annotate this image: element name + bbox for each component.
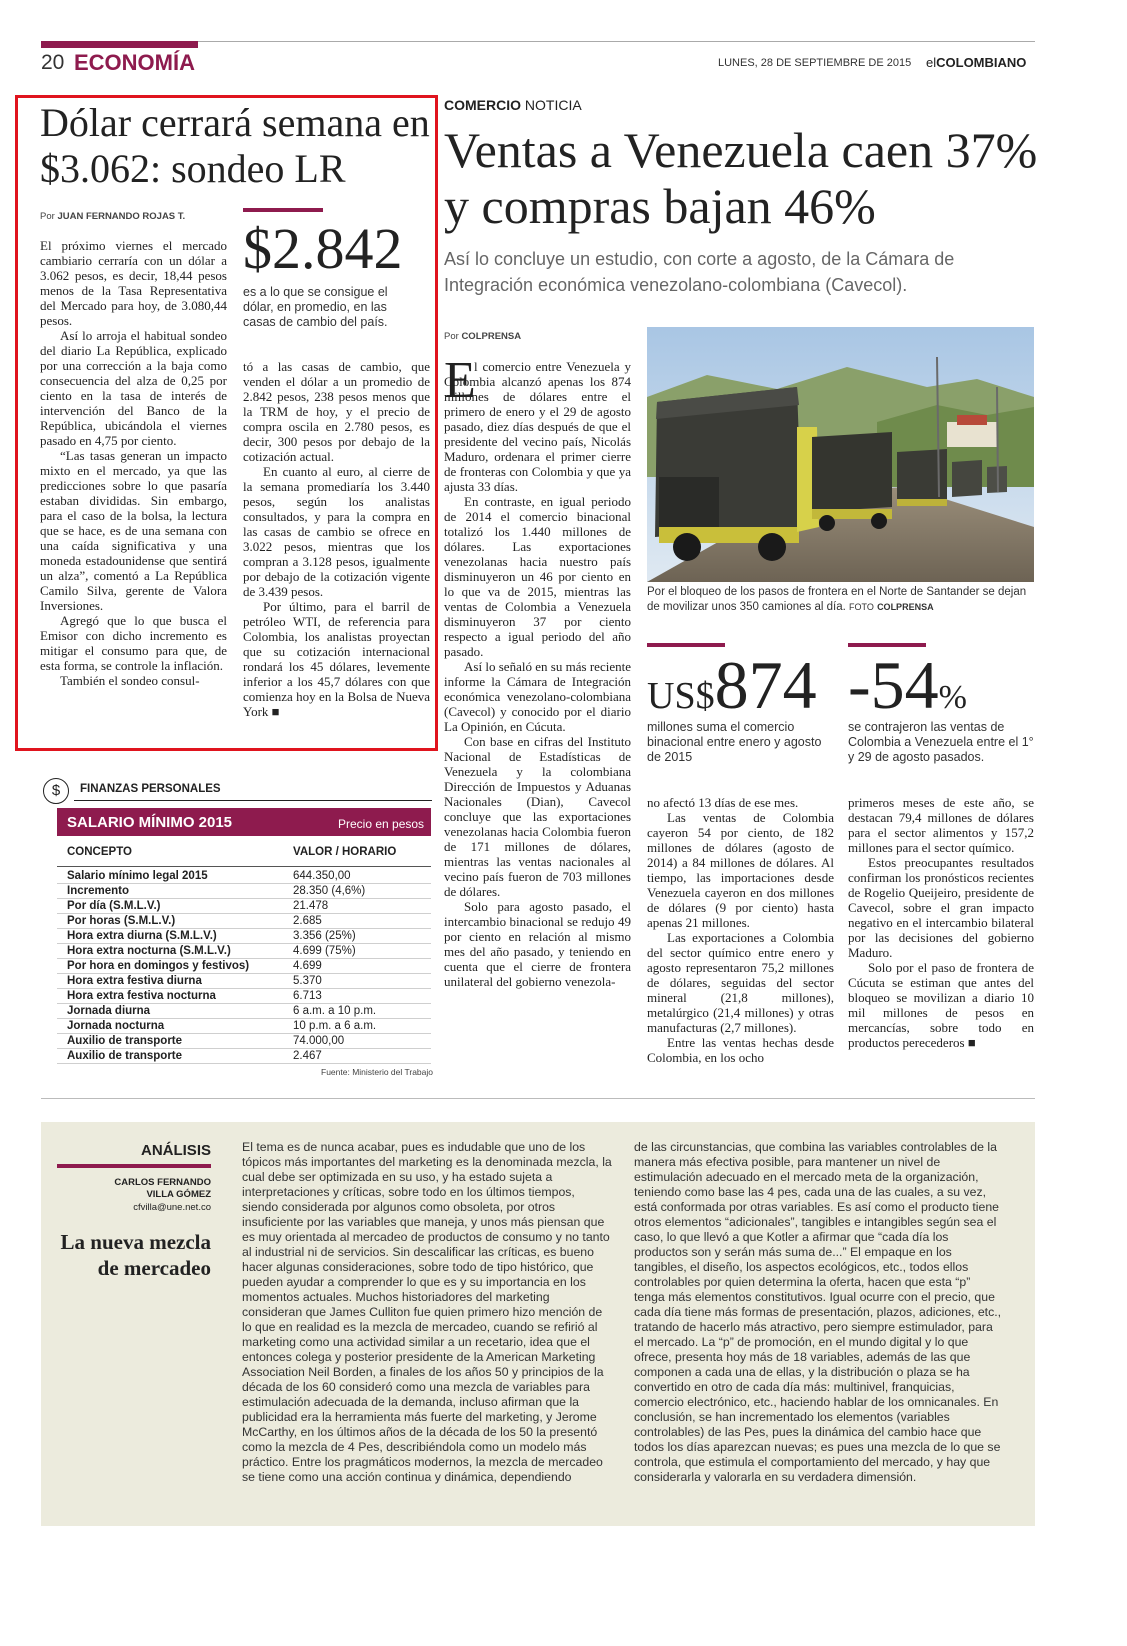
stat2-value: -54% (848, 647, 967, 723)
table-cell-concepto: Hora extra festiva diurna (67, 975, 202, 987)
table-row (57, 899, 431, 914)
table-row (57, 959, 431, 974)
analysis-title: La nueva mezcla de mercadeo (60, 1230, 211, 1280)
table-cell-concepto: Salario mínimo legal 2015 (67, 870, 208, 882)
table-header-concepto: CONCEPTO (67, 846, 132, 858)
table-cell-valor: 28.350 (4,6%) (293, 885, 366, 897)
analysis-author: CARLOS FERNANDO VILLA GÓMEZ (114, 1177, 211, 1200)
paragraph: Las ventas de Colombia cayeron 54 por ciento, de 182 millones de dólares (agosto de 2014) a 84 millones de dólares. Al tiempo, las importaciones desde Venezuela cayeron en dos millones de dólares (9 por ciento) hasta apenas 21 millones. (647, 810, 834, 930)
finanzas-rule (74, 800, 432, 801)
trucks-photo (647, 327, 1034, 582)
table-cell-concepto: Incremento (67, 885, 129, 897)
article2-title: Ventas a Venezuela caen 37% y compras bajan 46% (444, 122, 1038, 234)
article1-byline: Por JUAN FERNANDO ROJAS T. (40, 211, 186, 222)
paragraph: no afectó 13 días de ese mes. (647, 795, 799, 810)
article1-stat-text: es a lo que se consigue el dólar, en promedio, en las casas de cambio del país. (243, 285, 388, 329)
paragraph: En cuanto al euro, al cierre de la semana promediaría los 3.440 pesos, según los analistas consultados, y para la compra en las casas de cambio se ofrece en 3.022 pesos, mientras que los compran a 3.128 pesos, igualmente por debajo de la cotización vigente de 3.439 pesos. (243, 464, 430, 599)
paragraph: tó a las casas de cambio, que venden el dólar a un promedio de 2.842 pesos, 238 pesos menos que la TRM de hoy, y el precio de compra oscila en 2.780 pesos, es decir, 300 pesos por debajo de la cotización actual. (243, 359, 430, 464)
table-cell-concepto: Por horas (S.M.L.V.) (67, 915, 176, 927)
table-row (57, 1019, 431, 1034)
table-cell-concepto: Hora extra festiva nocturna (67, 990, 216, 1002)
dollar-icon: $ (43, 778, 69, 804)
table-cell-concepto: Jornada nocturna (67, 1020, 165, 1032)
table-row (57, 929, 431, 944)
table-row (57, 914, 431, 929)
table-cell-concepto: Por hora en domingos y festivos) (67, 960, 250, 972)
table-row (57, 944, 431, 959)
paragraph: El próximo viernes el mercado cambiario cerraría con un dólar a 3.062 pesos, es decir, 18,44 pesos menos de la Tasa Representativa del Mercado para hoy, de 3.080,44 pesos. (40, 238, 227, 328)
table-cell-valor: 5.370 (293, 975, 322, 987)
dropcap: E (444, 352, 476, 409)
table-cell-concepto: Hora extra nocturna (S.M.L.V.) (67, 945, 231, 957)
table-cell-valor: 2.467 (293, 1050, 322, 1062)
table-cell-valor: 3.356 (25%) (293, 930, 356, 942)
table-source: Fuente: Ministerio del Trabajo (321, 1067, 433, 1077)
paragraph: Con base en cifras del Instituto Nacional de Estadísticas de Venezuela y la colombiana Dirección de Impuestos y Aduanas Nacionales (Dian), Cavecol concluye que las exportaciones venezolanas hacia Colombia fueron de 171 millones de dólares, mientras las ventas nacionales al vecino país fueron de 703 millones de dólares. (444, 734, 631, 899)
paragraph: Así lo arroja el habitual sondeo del diario La República, explicado por una corrección a la baja como consecuencia del alza de 0,25 por ciento en la tasa de interés de intervención del Banco de la República, ubicándola el viernes pasado en 4,75 por ciento. (40, 328, 227, 448)
article2-byline: Por COLPRENSA (444, 331, 522, 342)
table-row (57, 869, 431, 884)
salary-table (57, 869, 431, 1064)
table-cell-valor: 10 p.m. a 6 a.m. (293, 1020, 377, 1032)
paragraph: Solo por el paso de frontera de Cúcuta se estiman que antes del bloqueo se movilizan a diario 10 mil millones de pesos en mercancías, sobre todo en productos perecederos ■ (848, 960, 1034, 1050)
table-cell-valor: 644.350,00 (293, 870, 351, 882)
analysis-email: cfvilla@une.net.co (133, 1202, 211, 1213)
table-cell-valor: 21.478 (293, 900, 329, 912)
article1-stat-value: $2.842 (243, 216, 403, 281)
paragraph: “Las tasas generan un impacto mixto en el mercado, ya que las predicciones sobre lo que pasaría estaban divididas. Sin embargo, para el caso de la bolsa, la lectura que se hace, es de una semana con una caída significativa y una moneda estadounidense que sentirá un alza”, comentó a La República Camilo Silva, gerente de Valora Inversiones. (40, 448, 227, 613)
stat1-accent-bar (647, 643, 725, 647)
finanzas-label: FINANZAS PERSONALES (80, 783, 221, 795)
article2-column-2 (647, 795, 834, 1065)
paragraph: También el sondeo consul- (60, 673, 200, 688)
table-row (57, 1004, 431, 1019)
article1-column-1 (40, 238, 227, 688)
article2-kicker: COMERCIO NOTICIA (444, 97, 582, 113)
paragraph: Así lo señaló en su más reciente informe la Cámara de Integración económica venezolano-colombiana (Cavecol) y conocido por el diario La Opinión, en Cúcuta. (444, 659, 631, 734)
table-cell-concepto: Hora extra diurna (S.M.L.V.) (67, 930, 217, 942)
table-title: SALARIO MÍNIMO 2015 (67, 814, 233, 831)
analysis-column-2: de las circunstancias, que combina las variables controlables de la manera más efectiva posible, para mantener un nivel de estimulación adecuado en el mercado meta de la organización, teniendo como base las 4 pes, cada una de las cuales, a su vez, está conformada por otras variables. Es así como el producto tiene otros elementos “adicionales”, tangibles e intangibles según sea el caso, lo que llevó a que Kotler a afirmar que “cada día los productos son y serán más suma de...” El empaque en los tangibles, el diseño, los aspectos ecológicos, etc., todos ellos controlables por quien determina la oferta, hacen que esta “p” tenga más elementos constitutivos. Igual ocurre con el precio, que cada día tiene más formas de presentación, plazos, adiciones, etc., tratando de hacerlo más atractivo, pero siempre estimulador, para el mercado. La “p” de promoción, en el mundo digital y lo que ofrece, presenta hoy más de 18 variables, además de las que componen a cada una de ellas, y la distribución o plaza se ha convertido en otro de cada día más: multinivel, franquicias, comercio electrónico, etc., haciendo hablar de los omnicanales. En conclusión, se han incrementado los elementos (variables controlables) de las Pes, pues la dinámica del cambio hace que todos los días aparezcan nuevas; es pues una mezcla de lo que se controla, que estimula el comportamiento del mercado, y hay que considerarla y valorarla en su verdadera dimensión. (634, 1140, 1002, 1484)
section-name: ECONOMÍA (74, 50, 195, 75)
article1-column-2 (243, 359, 430, 719)
article2-column-3 (848, 795, 1034, 1050)
table-row (57, 974, 431, 989)
paragraph: Solo para agosto pasado, el intercambio binacional se redujo 49 por ciento en relación al mismo mes del año pasado, y teniendo en cuenta que el cierre de frontera unilateral del gobierno venezola- (444, 899, 631, 989)
table-row (57, 1034, 431, 1049)
table-cell-valor: 4.699 (293, 960, 322, 972)
analysis-column-1: El tema es de nunca acabar, pues es indudable que uno de los tópicos más importantes del marketing es la denominada mezcla, la cual debe ser optimizada en su uso, y ha estado sujeta a interpretaciones y críticas, sobre todo en los últimos tiempos, siendo considerada por algunos como obsoleta, por otros insuficiente por las variables que maneja, y unos más piensan que es muy orientada al mercadeo de productos de consumo y no tanto al industrial ni de servicios. Sin descalificar las críticas, es bueno hacer algunas consideraciones, sobre todo de tipo histórico, que pueden ayudar a comprender lo que es y su importancia en los momentos actuales. Muchos historiadores del marketing consideran que James Culliton fue quien primero hizo mención de lo que en realidad es la mezcla de mercadeo, cuando se refirió al marketing como una actividad similar a un recetario, idea que el entonces colega y posterior presidente de la American Marketing Association Neil Borden, a finales de los años 50 y principios de la década de los 60 consideró como una mezcla de variables para estimulación adecuada de la demanda, incluso afirman que la publicidad era la herramienta más fuerte del marketing, y Jerome McCarthy, en los últimos años de la década de los 50 la presentó como la mezcla de 4 Pes, describiéndola como un modelo más práctico. Entre los pragmáticos modernos, la mezcla de mercadeo se tiene como una acción continua y dinámica, dependiendo (242, 1140, 612, 1484)
paragraph: En contraste, en igual periodo de 2014 el comercio binacional totalizó los 1.440 millones de dólares. Las exportaciones venezolanas hacia nuestro país disminuyeron un 46 por ciento en lo que va de 2015, mientras las ventas de Colombia a Venezuela disminuyeron 37 por ciento respecto a igual periodo del año pasado. (444, 494, 631, 659)
table-cell-concepto: Auxilio de transporte (67, 1050, 183, 1062)
table-cell-concepto: Auxilio de transporte (67, 1035, 183, 1047)
table-cell-valor: 4.699 (75%) (293, 945, 356, 957)
paragraph: primeros meses de este año, se destacan 79,4 millones de dólares para el sector alimentos y 157,2 millones para el sector químico. (848, 795, 1034, 855)
table-header-valor: VALOR / HORARIO (293, 846, 397, 858)
article2-column-1 (444, 359, 631, 989)
paragraph: Por último, para el barril de petróleo WTI, de referencia para Colombia, los analistas proyectan que su cotización internacional rondará los 45 dólares, levemente inferior a los 45,7 dólares con que comienza hoy en la Bolsa de Nueva York ■ (243, 599, 430, 719)
table-row (57, 1049, 431, 1064)
issue-date: LUNES, 28 DE SEPTIEMBRE DE 2015 (718, 57, 912, 69)
stat1-value: US$874 (647, 647, 817, 723)
table-header-rule (57, 866, 431, 867)
table-cell-valor: 6 a.m. a 10 p.m. (293, 1005, 377, 1017)
stat1-text: millones suma el comercio binacional entre enero y agosto de 2015 (647, 720, 822, 764)
analysis-label: ANÁLISIS (140, 1142, 211, 1159)
paragraph: Entre las ventas hechas desde Colombia, en los ocho (647, 1035, 834, 1065)
paragraph: l comercio entre Venezuela y Colombia alcanzó apenas los 874 millones de dólares entre el primero de enero y el 29 de agosto pasado, diez días después de que el presidente del vecino país, Nicolás Maduro, ordenara el primer cierre de fronteras con Colombia y que ya ajusta 33 días. (444, 359, 631, 494)
table-row (57, 884, 431, 899)
stat-accent-bar (243, 208, 323, 212)
analysis-top-rule (41, 1098, 1035, 1099)
paragraph: Agregó que lo que busca el Emisor con dicho incremento es mitigar el consumo para que, de esta forma, se controle la inflación. (40, 613, 227, 673)
paragraph: Las exportaciones a Colombia del sector químico entre enero y agosto representaron 75,2 millones de dólares, seguidas del sector mineral (21,8 millones), metalúrgico (21,4 millones) y otras manufacturas (2,7 millones). (647, 930, 834, 1035)
article1-title: Dólar cerrará semana en $3.062: sondeo LR (40, 100, 430, 191)
table-cell-valor: 6.713 (293, 990, 322, 1002)
table-cell-concepto: Por día (S.M.L.V.) (67, 900, 161, 912)
analysis-accent-bar (57, 1164, 211, 1168)
table-row (57, 989, 431, 1004)
page-number: 20 (41, 51, 65, 74)
table-cell-valor: 2.685 (293, 915, 322, 927)
paragraph: Estos preocupantes resultados confirman los pronósticos recientes de Rogelio Queijeiro, presidente de Cavecol, sobre el gran impacto negativo en el intercambio bilateral por las decisiones del gobierno Maduro. (848, 855, 1034, 960)
table-cell-valor: 74.000,00 (293, 1035, 345, 1047)
stat2-text: se contrajeron las ventas de Colombia a Venezuela entre el 1° y 29 de agosto pasados. (848, 720, 1034, 764)
article2-subtitle: Así lo concluye un estudio, con corte a agosto, de la Cámara de Integración económica venezolano-colombiana (Cavecol). (444, 249, 955, 295)
photo-caption: Por el bloqueo de los pasos de frontera en el Norte de Santander se dejan de movilizar unos 350 camiones al día. FOTO COLPRENSA (647, 586, 1027, 613)
brand-logo: elCOLOMBIANO (926, 55, 1027, 70)
table-cell-concepto: Jornada diurna (67, 1005, 151, 1017)
header-accent-bar (41, 41, 198, 48)
table-subtitle: Precio en pesos (338, 817, 425, 831)
